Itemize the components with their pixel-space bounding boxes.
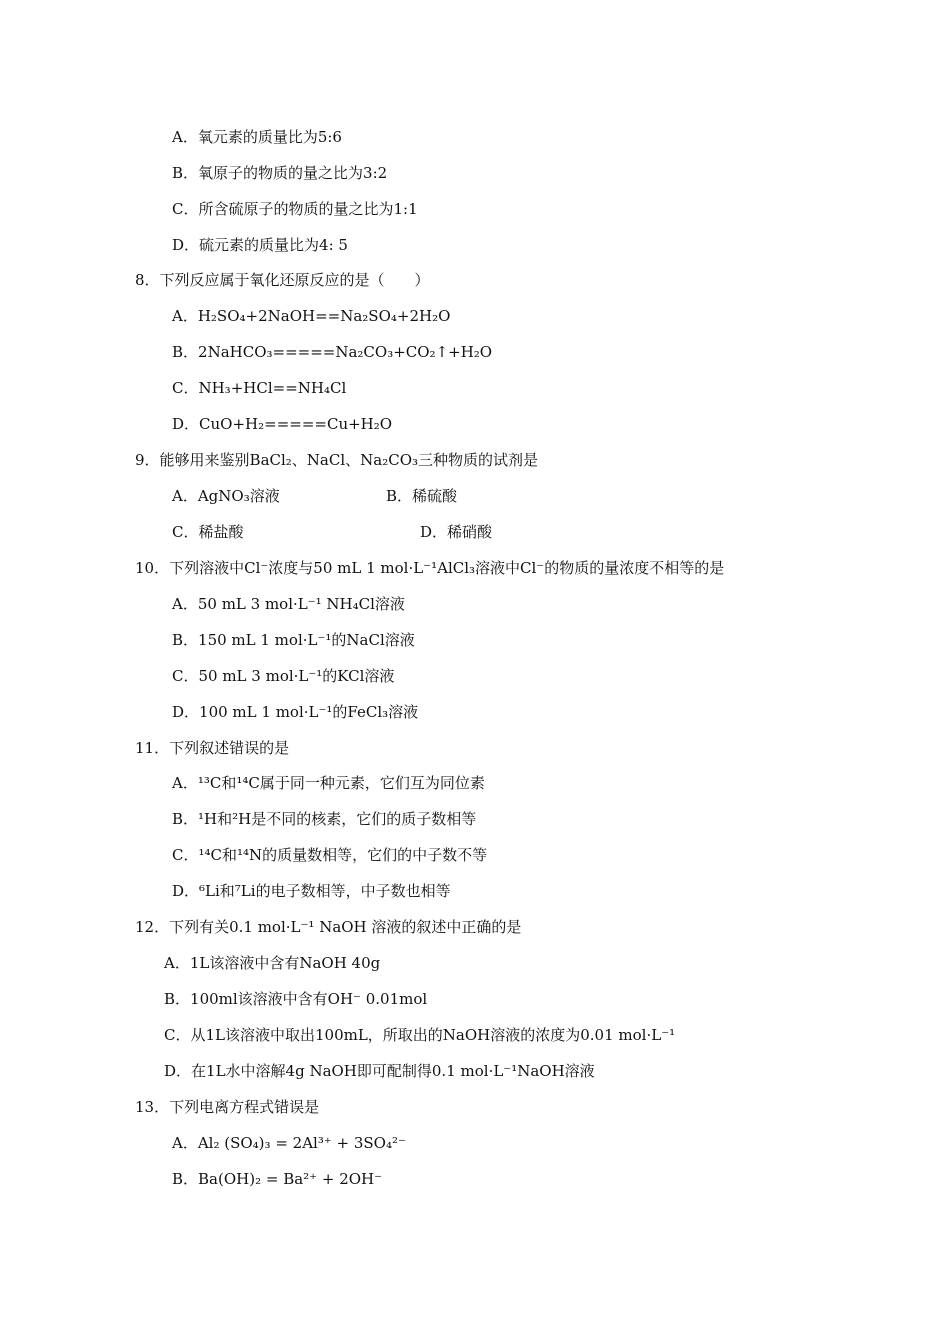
q10-option-b: B．150 mL 1 mol·L⁻¹的NaCl溶液 <box>172 631 415 649</box>
q13-stem: 13．下列电离方程式错误是 <box>135 1098 320 1116</box>
q11-option-a: A．¹³C和¹⁴C属于同一种元素，它们互为同位素 <box>172 774 485 792</box>
q11-option-b: B．¹H和²H是不同的核素，它们的质子数相等 <box>172 810 477 828</box>
q11-option-d: D．⁶Li和⁷Li的电子数相等，中子数也相等 <box>172 882 451 900</box>
q13-option-b: B．Ba(OH)₂ = Ba²⁺ + 2OH⁻ <box>172 1170 383 1188</box>
q12-option-b: B．100ml该溶液中含有OH⁻ 0.01mol <box>164 990 428 1008</box>
q8-option-c: C．NH₃+HCl==NH₄Cl <box>172 379 347 397</box>
q8-option-d: D．CuO+H₂=====Cu+H₂O <box>172 415 393 433</box>
q9-option-b: B．稀硫酸 <box>386 487 458 505</box>
q8-option-a: A．H₂SO₄+2NaOH==Na₂SO₄+2H₂O <box>172 307 451 325</box>
q12-stem: 12．下列有关0.1 mol·L⁻¹ NaOH 溶液的叙述中正确的是 <box>135 918 522 936</box>
q10-option-a: A．50 mL 3 mol·L⁻¹ NH₄Cl溶液 <box>172 595 405 613</box>
q9-option-c: C．稀盐酸 <box>172 523 244 541</box>
q12-option-d: D．在1L水中溶解4g NaOH即可配制得0.1 mol·L⁻¹NaOH溶液 <box>164 1062 595 1080</box>
q11-stem: 11．下列叙述错误的是 <box>135 739 290 757</box>
q8-stem: 8．下列反应属于氧化还原反应的是（ ） <box>135 271 430 289</box>
q7-option-b: B．氧原子的物质的量之比为3:2 <box>172 164 388 182</box>
q12-option-c: C．从1L该溶液中取出100mL，所取出的NaOH溶液的浓度为0.01 mol·L⁻¹ <box>164 1026 676 1044</box>
q7-option-d: D．硫元素的质量比为4: 5 <box>172 236 348 254</box>
q7-option-c: C．所含硫原子的物质的量之比为1:1 <box>172 200 418 218</box>
q8-option-b: B．2NaHCO₃=====Na₂CO₃+CO₂↑+H₂O <box>172 343 493 361</box>
q12-option-a: A．1L该溶液中含有NaOH 40g <box>164 954 381 972</box>
q11-option-c: C．¹⁴C和¹⁴N的质量数相等，它们的中子数不等 <box>172 846 488 864</box>
q13-option-a: A．Al₂ (SO₄)₃ = 2Al³⁺ + 3SO₄²⁻ <box>172 1134 406 1152</box>
q9-option-a: A．AgNO₃溶液 <box>172 487 280 505</box>
q10-option-c: C．50 mL 3 mol·L⁻¹的KCl溶液 <box>172 667 395 685</box>
q7-option-a: A．氧元素的质量比为5:6 <box>172 128 342 146</box>
q10-stem: 10．下列溶液中Cl⁻浓度与50 mL 1 mol·L⁻¹AlCl₃溶液中Cl⁻的物质的量浓度不相等的是 <box>135 559 725 577</box>
q9-option-d: D．稀硝酸 <box>420 523 493 541</box>
q9-stem: 9．能够用来鉴别BaCl₂、NaCl、Na₂CO₃三种物质的试剂是 <box>135 451 539 469</box>
q10-option-d: D．100 mL 1 mol·L⁻¹的FeCl₃溶液 <box>172 703 419 721</box>
